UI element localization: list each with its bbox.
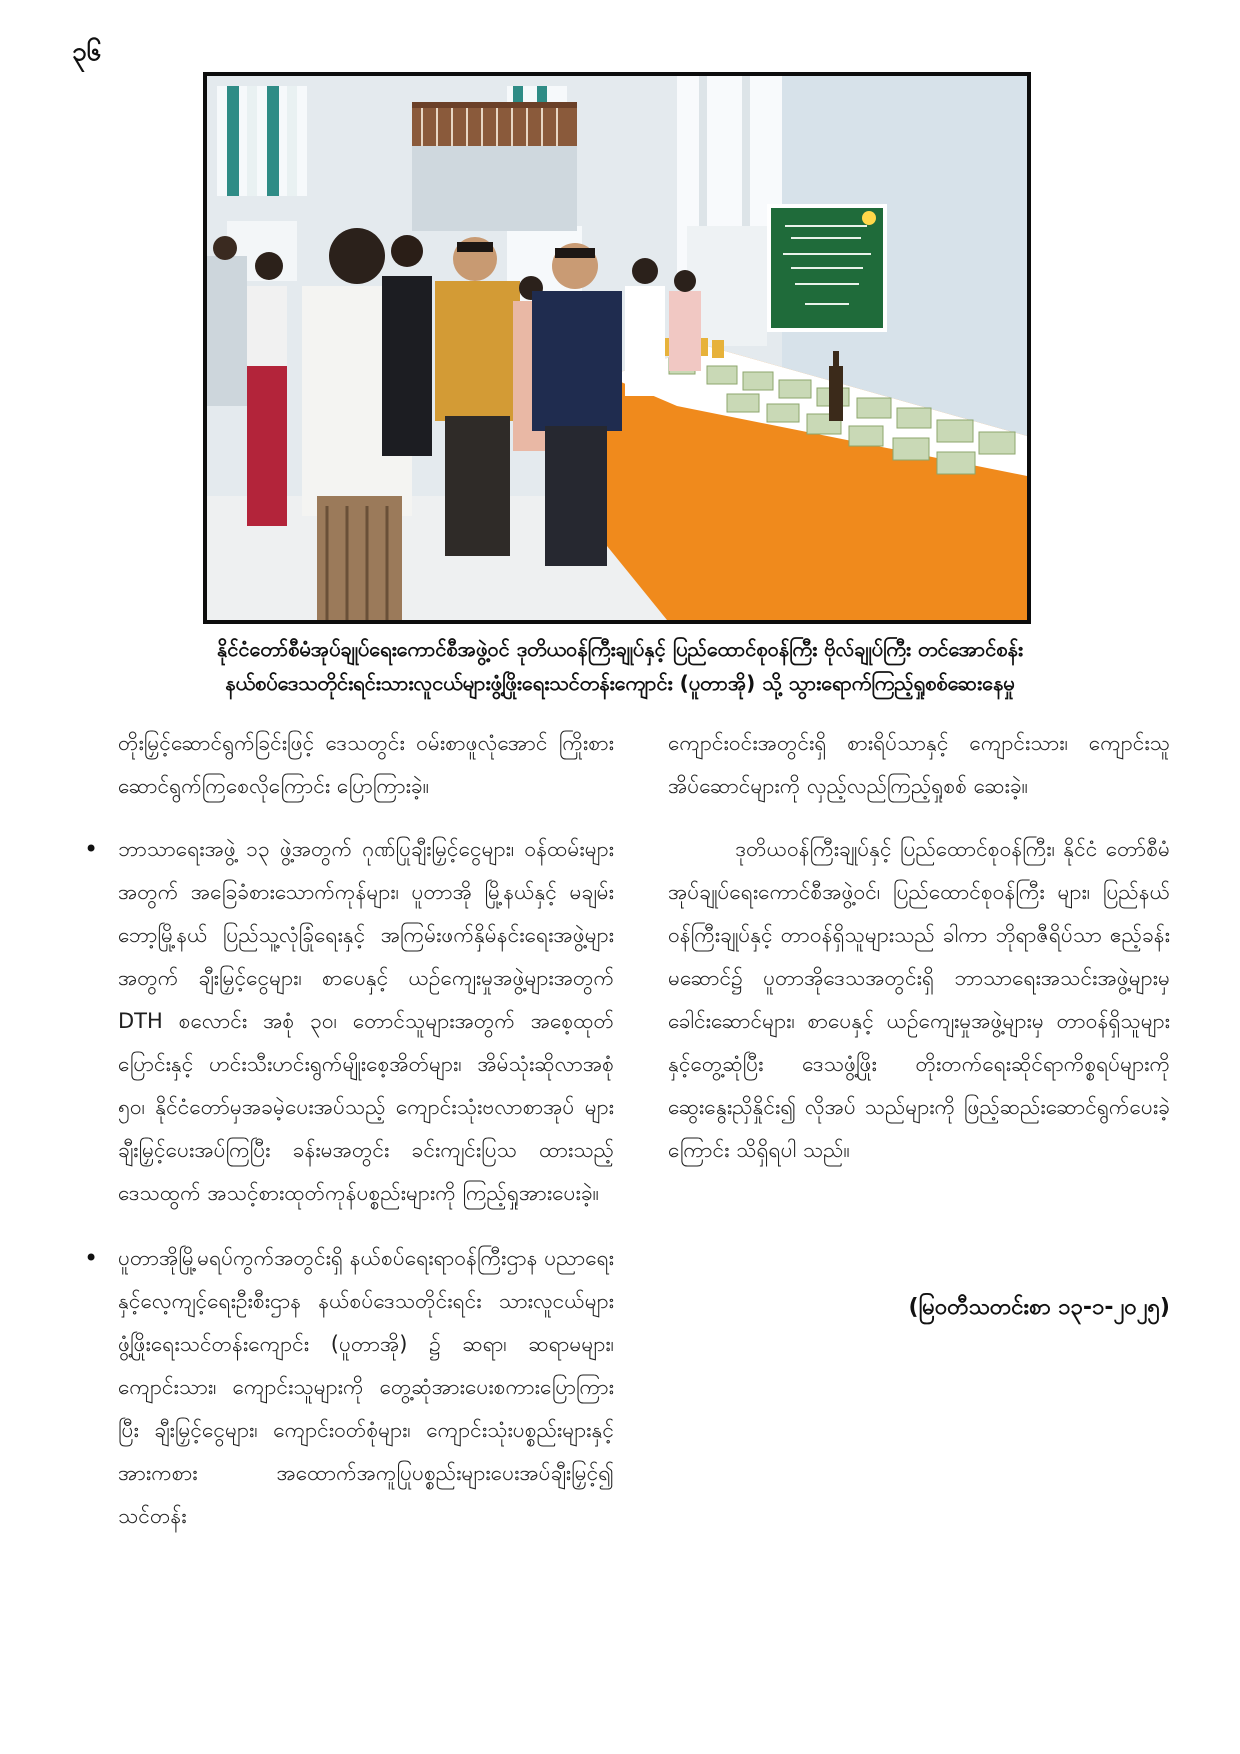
caption-line-1: နိုင်ငံတော်စီမံအုပ်ချုပ်ရေးကောင်စီအဖွဲ့ဝင် ဒုတိယဝန်ကြီးချုပ်နှင့် ပြည်ထောင်စုဝန်ကြီး ဗိုလ်ချုပ်ကြီး တင်အောင်စန်း: [217, 637, 1023, 661]
news-source: (မြဝတီသတင်းစာ ၁၃-၁-၂၀၂၅): [908, 1295, 1170, 1320]
bullet-item: [84, 828, 614, 1215]
article-left-column: [84, 722, 614, 1722]
caption-line-2: နယ်စပ်ဒေသတိုင်းရင်းသားလူငယ်များဖွံ့ဖြိုးရေးသင်တန်းကျောင်း (ပူတာအို) သို့ သွားရောက်ကြည့်ရှုစစ်ဆေးနေမှု: [225, 671, 1015, 695]
article-paragraph: ကျောင်းဝင်းအတွင်းရှိ စားရိပ်သာနှင့် ကျောင်းသား၊ ကျောင်းသူအိပ်ဆောင်များကို လှည့်လည်ကြည့်ရှုစစ် ဆေးခဲ့။: [668, 731, 1170, 798]
bullet-icon: •: [84, 835, 99, 863]
photo-banner: [767, 204, 887, 332]
article-right-column: [668, 722, 1170, 1342]
article-paragraph: ဒုတိယဝန်ကြီးချုပ်နှင့် ပြည်ထောင်စုဝန်ကြီး၊ နိုင်ငံ တော်စီမံအုပ်ချုပ်ရေးကောင်စီအဖွဲ့ဝင်၊ ပြည်ထောင်စုဝန်ကြီး များ၊ ပြည်နယ်ဝန်ကြီးချုပ်နှင့် တာဝန်ရှိသူများသည် ခါကာ ဘိုရာဇီရိပ်သာ ဧည့်ခန်းမဆောင်၌ ပူတာအိုဒေသအတွင်းရှိ ဘာသာရေးအသင်းအဖွဲ့များမှ ခေါင်းဆောင်များ၊ စာပေနှင့် ယဉ်ကျေးမှုအဖွဲ့များမှ တာဝန်ရှိသူများနှင့်တွေ့ဆုံပြီး ဒေသဖွံ့ဖြိုး တိုးတက်ရေးဆိုင်ရာကိစ္စရပ်များကို ဆွေးနွေးညှိနှိုင်း၍ လိုအပ် သည်များကို ဖြည့်ဆည်းဆောင်ရွက်ပေးခဲ့ကြောင်း သိရှိရပါ သည်။: [668, 837, 1170, 1162]
news-photo: [203, 72, 1031, 624]
photo-wine-bottle: [829, 366, 843, 421]
bullet-item: [84, 1237, 614, 1538]
photo-balcony: [412, 102, 577, 231]
bullet-icon: •: [84, 1244, 99, 1272]
bullet-text: ဘာသာရေးအဖွဲ့ ၁၃ ဖွဲ့အတွက် ဂုဏ်ပြုချီးမြှင့်ငွေများ၊ ဝန်ထမ်းများအတွက် အခြေခံစားသောက်ကုန်များ၊ ပူတာအို မြို့နယ်နှင့် မချမ်းဘော့မြို့နယ် ပြည်သူ့လုံခြုံရေးနှင့် အကြမ်းဖက်နှိမ်နင်းရေးအဖွဲ့များအတွက် ချီးမြှင့်ငွေများ၊ စာပေနှင့် ယဉ်ကျေးမှုအဖွဲ့များအတွက် DTH စလောင်း အစုံ ၃၀၊ တောင်သူများအတွက် အစေ့ထုတ်ပြောင်းနှင့် ဟင်းသီးဟင်းရွက်မျိုးစေ့အိတ်များ၊ အိမ်သုံးဆိုလာအစုံ ၅၀၊ နိုင်ငံတော်မှအခမဲ့ပေးအပ်သည့် ကျောင်းသုံးဗလာစာအုပ် များချီးမြှင့်ပေးအပ်ကြပြီး ခန်းမအတွင်း ခင်းကျင်းပြသ ထားသည့် ဒေသထွက် အသင့်စားထုတ်ကုန်ပစ္စည်းများကို ကြည့်ရှုအားပေးခဲ့။: [118, 837, 614, 1205]
photo-caption: [120, 632, 1120, 700]
article-paragraph: တိုးမြှင့်ဆောင်ရွက်ခြင်းဖြင့် ဒေသတွင်း ဝမ်းစာဖူလုံအောင် ကြိုးစားဆောင်ရွက်ကြစေလိုကြောင်း ပြောကြားခဲ့။: [118, 731, 614, 798]
page-number: ၃၆: [72, 37, 102, 67]
bullet-text: ပူတာအိုမြို့မရပ်ကွက်အတွင်းရှိ နယ်စပ်ရေးရာဝန်ကြီးဌာန ပညာရေးနှင့်လေ့ကျင့်ရေးဦးစီးဌာန နယ်စပ်ဒေသတိုင်းရင်း သားလူငယ်များဖွံ့ဖြိုးရေးသင်တန်းကျောင်း (ပူတာအို) ၌ ဆရာ၊ ဆရာမများ၊ ကျောင်းသား၊ ကျောင်းသူများကို တွေ့ဆုံအားပေးစကားပြောကြားပြီး ချီးမြှင့်ငွေများ၊ ကျောင်းဝတ်စုံများ၊ ကျောင်းသုံးပစ္စည်းများနှင့် အားကစား အထောက်အကူပြုပစ္စည်းများပေးအပ်ချီးမြှင့်၍ သင်တန်း: [118, 1246, 614, 1528]
